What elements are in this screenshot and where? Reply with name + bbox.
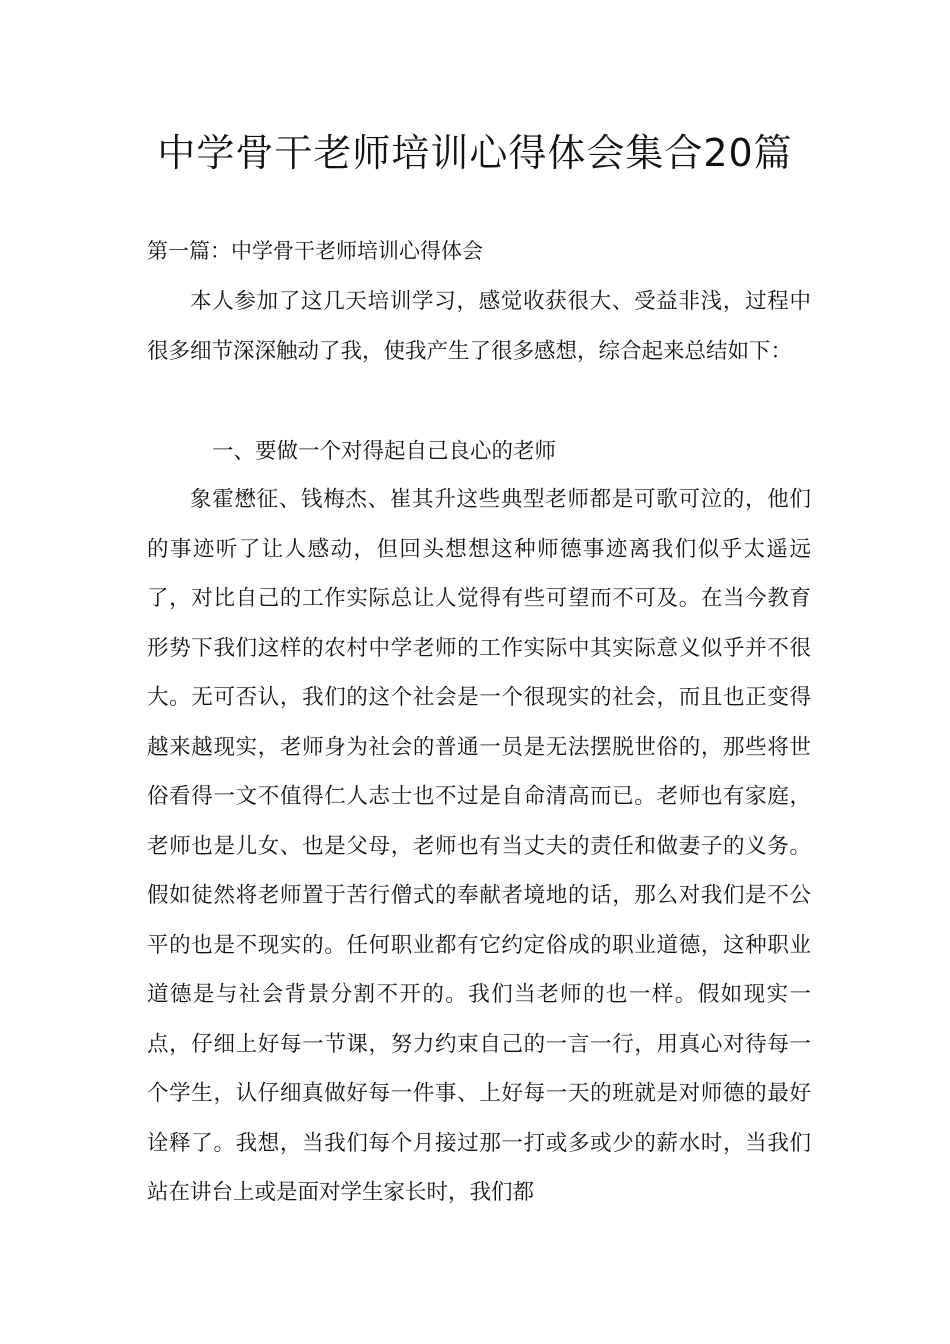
body-paragraph: 象霍懋征、钱梅杰、崔其升这些典型老师都是可歌可泣的，他们的事迹听了让人感动，但回头想想这种师德事迹离我们似乎太遥远了，对比自己的工作实际总让人觉得有些可望而不可及。在当今教育形势下我们这样的农村中学老师的工作实际中其实际意义似乎并不很大。无可否认，我们的这个社会是一个很现实的社会，而且也正变得越来越现实，老师身为社会的普通一员是无法摆脱世俗的，那些将世俗看得一文不值得仁人志士也不过是自命清高而已。老师也有家庭，老师也是儿女、也是父母，老师也有当丈夫的责任和做妻子的义务。假如徒然将老师置于苦行僧式的奉献者境地的话，那么对我们是不公平的也是不现实的。任何职业都有它约定俗成的职业道德，这种职业道德是与社会背景分割不开的。我们当老师的也一样。假如现实一点，仔细上好每一节课，努力约束自己的一言一行，用真心对待每一个学生，认仔细真做好每一件事、上好每一天的班就是对师德的最好诠释了。我想，当我们每个月接过那一打或多或少的薪水时，当我们站在讲台上或是面对学生家长时，我们都 — [147, 487, 811, 1205]
subheading: 一、要做一个对得起自己良心的老师 — [212, 439, 557, 464]
document-title: 中学骨干老师培训心得体会集合20篇 — [157, 131, 793, 175]
section-heading: 第一篇：中学骨干老师培训心得体会 — [147, 239, 483, 263]
body-paragraph: 本人参加了这几天培训学习，感觉收获很大、受益非浅，过程中很多细节深深触动了我，使我产生了很多感想，综合起来总结如下： — [147, 289, 811, 364]
